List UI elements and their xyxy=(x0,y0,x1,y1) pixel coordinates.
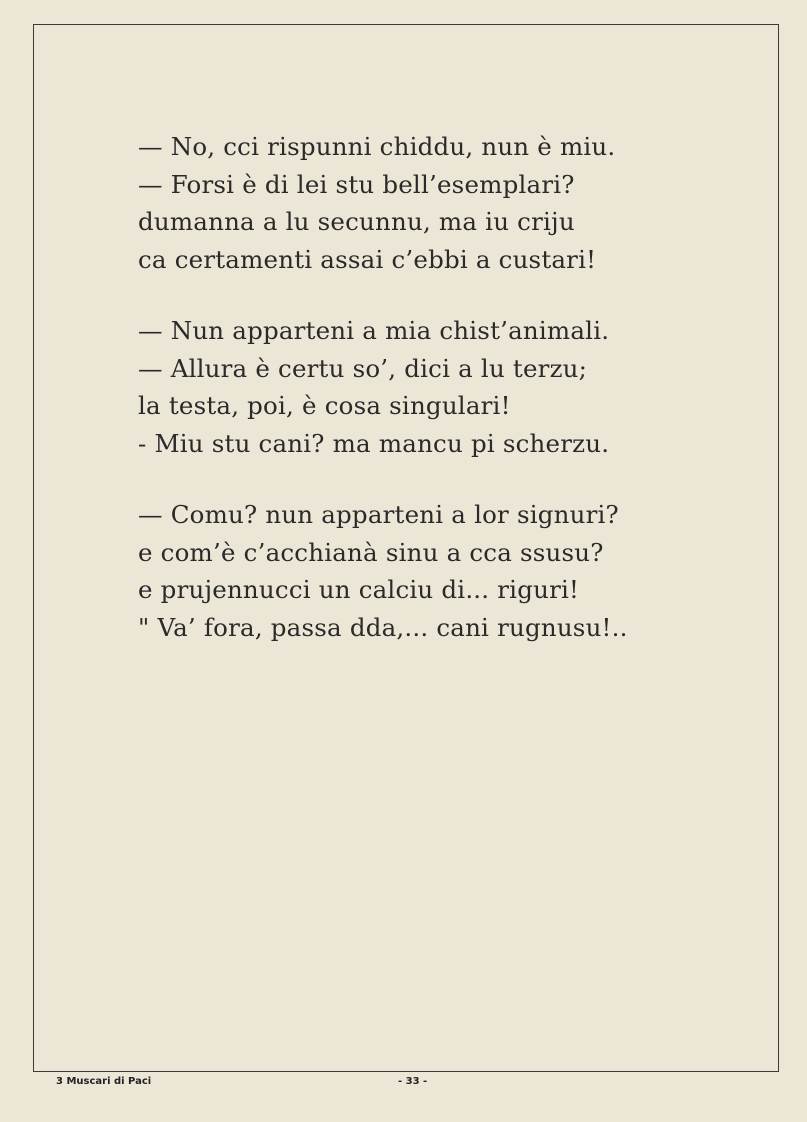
poem-line: e prujennucci un calciu di... riguri! xyxy=(138,575,580,604)
printer-signature: 3 Muscari di Paci xyxy=(56,1076,152,1087)
poem-line: e com’è c’acchianà sinu a cca ssusu? xyxy=(138,537,604,567)
poem-line: - Miu stu cani? ma mancu pi scherzu. xyxy=(138,428,610,458)
poem-line: — Forsi è di lei stu bell’esemplari? xyxy=(138,169,575,199)
poem-line: — Allura è certu so’, dici a lu terzu; xyxy=(138,353,588,383)
poem-line: ca certamenti assai c’ebbi a custari! xyxy=(138,244,597,274)
poem-line: — Nun apparteni a mia chist’animali. xyxy=(138,316,610,345)
poem-body xyxy=(138,128,738,680)
page-number: - 33 - xyxy=(398,1076,428,1087)
stanza-2 xyxy=(138,312,738,462)
poem-line: — Comu? nun apparteni a lor signuri? xyxy=(138,500,619,529)
poem-line: " Va’ fora, passa dda,... cani rugnusu!.. xyxy=(138,612,628,642)
poem-line: — No, cci rispunni chiddu, nun è miu. xyxy=(138,132,616,161)
poem-line: la testa, poi, è cosa singulari! xyxy=(138,391,511,420)
stanza-1 xyxy=(138,128,738,278)
poem-line: dumanna a lu secunnu, ma iu criju xyxy=(138,207,575,236)
stanza-3 xyxy=(138,496,738,646)
